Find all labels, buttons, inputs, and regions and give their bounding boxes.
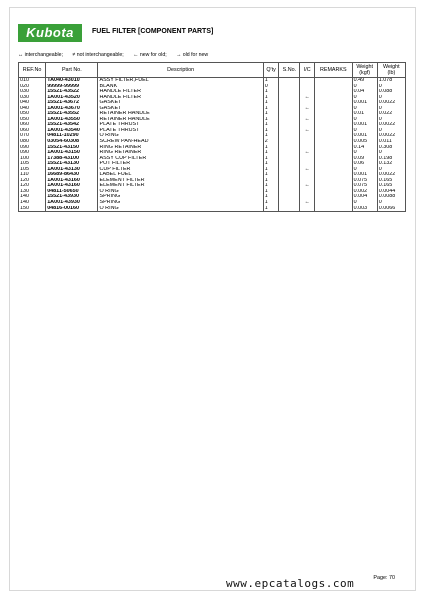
weight-kgf-cell: 0.49	[352, 78, 377, 84]
part-number-cell: 17388-43100	[46, 156, 98, 162]
kubota-logo: Kubota	[18, 24, 82, 42]
ref-cell: 040	[19, 100, 46, 106]
ref-cell: 040	[19, 106, 46, 112]
ref-cell: 030	[19, 95, 46, 101]
header-qty: Q'ty	[263, 63, 279, 78]
interchange-cell: ←	[300, 106, 315, 112]
weight-kgf-cell: 0.001	[352, 172, 377, 178]
interchange-cell: ←	[300, 117, 315, 123]
description-cell: O RING	[98, 189, 263, 195]
weight-lb-cell: 0.165	[377, 183, 405, 189]
weight-kgf-cell: 0.001	[352, 122, 377, 128]
part-number-cell: 1A001-43160	[46, 178, 98, 184]
description-cell: HANDLE FILTER	[98, 95, 263, 101]
weight-kgf-cell: 0.04	[352, 89, 377, 95]
part-number-cell: 1A001-43150	[46, 150, 98, 156]
quantity-cell: 1	[263, 78, 279, 84]
weight-lb-cell: 0	[377, 167, 405, 173]
weight-lb-cell: 0	[377, 106, 405, 112]
ref-cell: 100	[19, 156, 46, 162]
description-cell: O RING	[98, 133, 263, 139]
quantity-cell: 1	[263, 150, 279, 156]
weight-lb-cell: 0.0066	[377, 206, 405, 212]
weight-lb-cell: 0.0022	[377, 122, 405, 128]
ref-cell: 050	[19, 117, 46, 123]
description-cell: POT FILTER	[98, 161, 263, 167]
quantity-cell: 1	[263, 128, 279, 134]
quantity-cell: 1	[263, 167, 279, 173]
header-weight-lb: Weight (lb)	[377, 63, 405, 78]
quantity-cell: 1	[263, 206, 279, 212]
ref-cell: 030	[19, 89, 46, 95]
serial-number-cell	[279, 206, 300, 212]
description-cell: LABEL FUEL	[98, 172, 263, 178]
interchangeability-legend	[18, 52, 216, 58]
ref-cell: 070	[19, 133, 46, 139]
weight-kgf-cell: 0.075	[352, 183, 377, 189]
part-number-cell: 1A001-43550	[46, 117, 98, 123]
weight-lb-cell: 0	[377, 128, 405, 134]
weight-lb-cell: 0.0088	[377, 194, 405, 200]
weight-kgf-cell: 0.14	[352, 145, 377, 151]
weight-lb-cell: 0.022	[377, 111, 405, 117]
quantity-cell: 1	[263, 156, 279, 162]
interchange-cell: ←	[300, 150, 315, 156]
weight-lb-cell: 0.198	[377, 156, 405, 162]
header-remarks: REMARKS	[314, 63, 352, 78]
weight-kgf-cell: 0	[352, 167, 377, 173]
header-description: Description	[98, 63, 263, 78]
weight-lb-cell: 0.088	[377, 89, 405, 95]
ref-cell: 050	[19, 111, 46, 117]
weight-lb-cell: 0.165	[377, 178, 405, 184]
description-cell: ASSY CUP FILTER	[98, 156, 263, 162]
quantity-cell: 1	[263, 189, 279, 195]
ref-cell: 060	[19, 128, 46, 134]
ref-cell: 090	[19, 150, 46, 156]
quantity-cell: 1	[263, 178, 279, 184]
part-number-cell: 15521-43552	[46, 111, 98, 117]
quantity-cell: 1	[263, 200, 279, 206]
weight-lb-cell: 0.0022	[377, 172, 405, 178]
interchange-cell: ←	[300, 167, 315, 173]
part-number-cell: 15521-43930	[46, 194, 98, 200]
part-number-cell: 15521-43542	[46, 122, 98, 128]
header-ref-no: REF.No	[19, 63, 46, 78]
weight-lb-cell: 0.0044	[377, 189, 405, 195]
quantity-cell: 1	[263, 111, 279, 117]
interchange-cell	[300, 206, 315, 212]
part-number-cell: 04811-50650	[46, 189, 98, 195]
weight-kgf-cell: 0.002	[352, 189, 377, 195]
parts-table-body	[19, 78, 406, 212]
description-cell: SCREW PAN-HEAD	[98, 139, 263, 145]
description-cell: ELEMENT FILTER	[98, 178, 263, 184]
description-cell: HANDLE FILTER	[98, 89, 263, 95]
quantity-cell: 1	[263, 89, 279, 95]
ref-cell: 140	[19, 200, 46, 206]
description-cell: CUP FILTER	[98, 167, 263, 173]
weight-kgf-cell: 0.005	[352, 139, 377, 145]
weight-kgf-cell: 0.075	[352, 178, 377, 184]
header-weight-kgf: Weight (kgf)	[352, 63, 377, 78]
weight-kgf-cell: 0	[352, 106, 377, 112]
weight-kgf-cell: 0.01	[352, 111, 377, 117]
quantity-cell: 1	[263, 117, 279, 123]
interchange-cell: ←	[300, 128, 315, 134]
description-cell: GASKET	[98, 106, 263, 112]
weight-kgf-cell: 0	[352, 150, 377, 156]
ref-cell: 140	[19, 194, 46, 200]
description-cell: BLANK	[98, 84, 263, 90]
description-cell: PLATE THRUST	[98, 122, 263, 128]
ref-cell: 060	[19, 122, 46, 128]
header-interchange: I/C	[300, 63, 315, 78]
description-cell: RETAINER HANDLE	[98, 111, 263, 117]
quantity-cell: 1	[263, 172, 279, 178]
document-page	[10, 8, 415, 590]
part-number-cell: TA040-43010	[46, 78, 98, 84]
weight-lb-cell: 0	[377, 95, 405, 101]
legend-interchangeable: ↔ interchangeable;	[18, 52, 63, 58]
description-cell: ASSY FILTER,FUEL	[98, 78, 263, 84]
watermark-url: www.epcatalogs.com	[226, 577, 355, 590]
quantity-cell: 1	[263, 106, 279, 112]
weight-kgf-cell: 0.003	[352, 206, 377, 212]
weight-kgf-cell: 0.09	[352, 156, 377, 162]
weight-lb-cell: 0.132	[377, 161, 405, 167]
ref-cell: 020	[19, 84, 46, 90]
ref-cell: 105	[19, 167, 46, 173]
ref-cell: 090	[19, 145, 46, 151]
part-number-cell: 1A001-43670	[46, 106, 98, 112]
header-part-no: Part No.	[46, 63, 98, 78]
part-number-cell: 15521-43522	[46, 89, 98, 95]
quantity-cell: 1	[263, 145, 279, 151]
part-number-cell: 16689-86430	[46, 172, 98, 178]
interchange-cell: ←	[300, 183, 315, 189]
weight-lb-cell: 0.0022	[377, 133, 405, 139]
part-number-cell: 04816-00160	[46, 206, 98, 212]
table-header-row	[19, 63, 406, 78]
part-number-cell: 99999-99999	[46, 84, 98, 90]
remarks-cell	[314, 206, 352, 212]
ref-cell: 080	[19, 139, 46, 145]
quantity-cell: 2	[263, 139, 279, 145]
table-row	[19, 206, 406, 212]
description-cell: O RING	[98, 206, 263, 212]
ref-cell: 130	[19, 189, 46, 195]
quantity-cell: 1	[263, 122, 279, 128]
weight-lb-cell: 1.078	[377, 78, 405, 84]
part-number-cell: 15521-43672	[46, 100, 98, 106]
interchange-cell: ←	[300, 200, 315, 206]
part-number-cell: 1A001-43160	[46, 183, 98, 189]
ref-cell: 150	[19, 206, 46, 212]
description-cell: GASKET	[98, 100, 263, 106]
description-cell: SPRING	[98, 200, 263, 206]
ref-cell: 110	[19, 172, 46, 178]
weight-lb-cell: 0.011	[377, 139, 405, 145]
part-number-cell: 04811-10290	[46, 133, 98, 139]
weight-lb-cell: 0	[377, 117, 405, 123]
weight-lb-cell: 0.0022	[377, 100, 405, 106]
description-cell: RING RETAINER	[98, 150, 263, 156]
ref-cell: 120	[19, 178, 46, 184]
description-cell: RETAINER HANDLE	[98, 117, 263, 123]
quantity-cell: 1	[263, 194, 279, 200]
description-cell: PLATE THRUST	[98, 128, 263, 134]
weight-kgf-cell: 0	[352, 84, 377, 90]
description-cell: ELEMENT FILTER	[98, 183, 263, 189]
quantity-cell: 1	[263, 100, 279, 106]
page-number: Page: 70	[373, 575, 395, 581]
weight-lb-cell: 0	[377, 84, 405, 90]
legend-not-interchangeable: ≠ not interchangeable;	[72, 52, 124, 58]
page-title: FUEL FILTER [COMPONENT PARTS]	[92, 28, 214, 35]
part-number-cell: 1A001-43540	[46, 128, 98, 134]
part-number-cell: 1A001-43520	[46, 95, 98, 101]
ref-cell: 120	[19, 183, 46, 189]
quantity-cell: 0	[263, 84, 279, 90]
quantity-cell: 1	[263, 161, 279, 167]
parts-table	[18, 62, 406, 212]
part-number-cell: 15521-43150	[46, 145, 98, 151]
quantity-cell: 1	[263, 133, 279, 139]
quantity-cell: 1	[263, 183, 279, 189]
header-serial-no: S.No.	[279, 63, 300, 78]
ref-cell: 105	[19, 161, 46, 167]
quantity-cell: 1	[263, 95, 279, 101]
legend-new-for-old: ← new for old;	[133, 52, 167, 58]
part-number-cell: 1A001-43930	[46, 200, 98, 206]
weight-lb-cell: 0	[377, 200, 405, 206]
weight-kgf-cell: 0	[352, 200, 377, 206]
weight-lb-cell: 0	[377, 150, 405, 156]
description-cell: RING RETAINER	[98, 145, 263, 151]
ref-cell: 010	[19, 78, 46, 84]
weight-kgf-cell: 0	[352, 95, 377, 101]
weight-kgf-cell: 0.004	[352, 194, 377, 200]
weight-kgf-cell: 0	[352, 128, 377, 134]
part-number-cell: 15521-43130	[46, 161, 98, 167]
weight-kgf-cell: 0.001	[352, 133, 377, 139]
part-number-cell: 1A001-43130	[46, 167, 98, 173]
weight-kgf-cell: 0	[352, 117, 377, 123]
description-cell: SPRING	[98, 194, 263, 200]
weight-lb-cell: 0.308	[377, 145, 405, 151]
interchange-cell: ←	[300, 95, 315, 101]
part-number-cell: 03054-60308	[46, 139, 98, 145]
weight-kgf-cell: 0.06	[352, 161, 377, 167]
weight-kgf-cell: 0.001	[352, 100, 377, 106]
legend-old-for-new: → old for new	[176, 52, 209, 58]
